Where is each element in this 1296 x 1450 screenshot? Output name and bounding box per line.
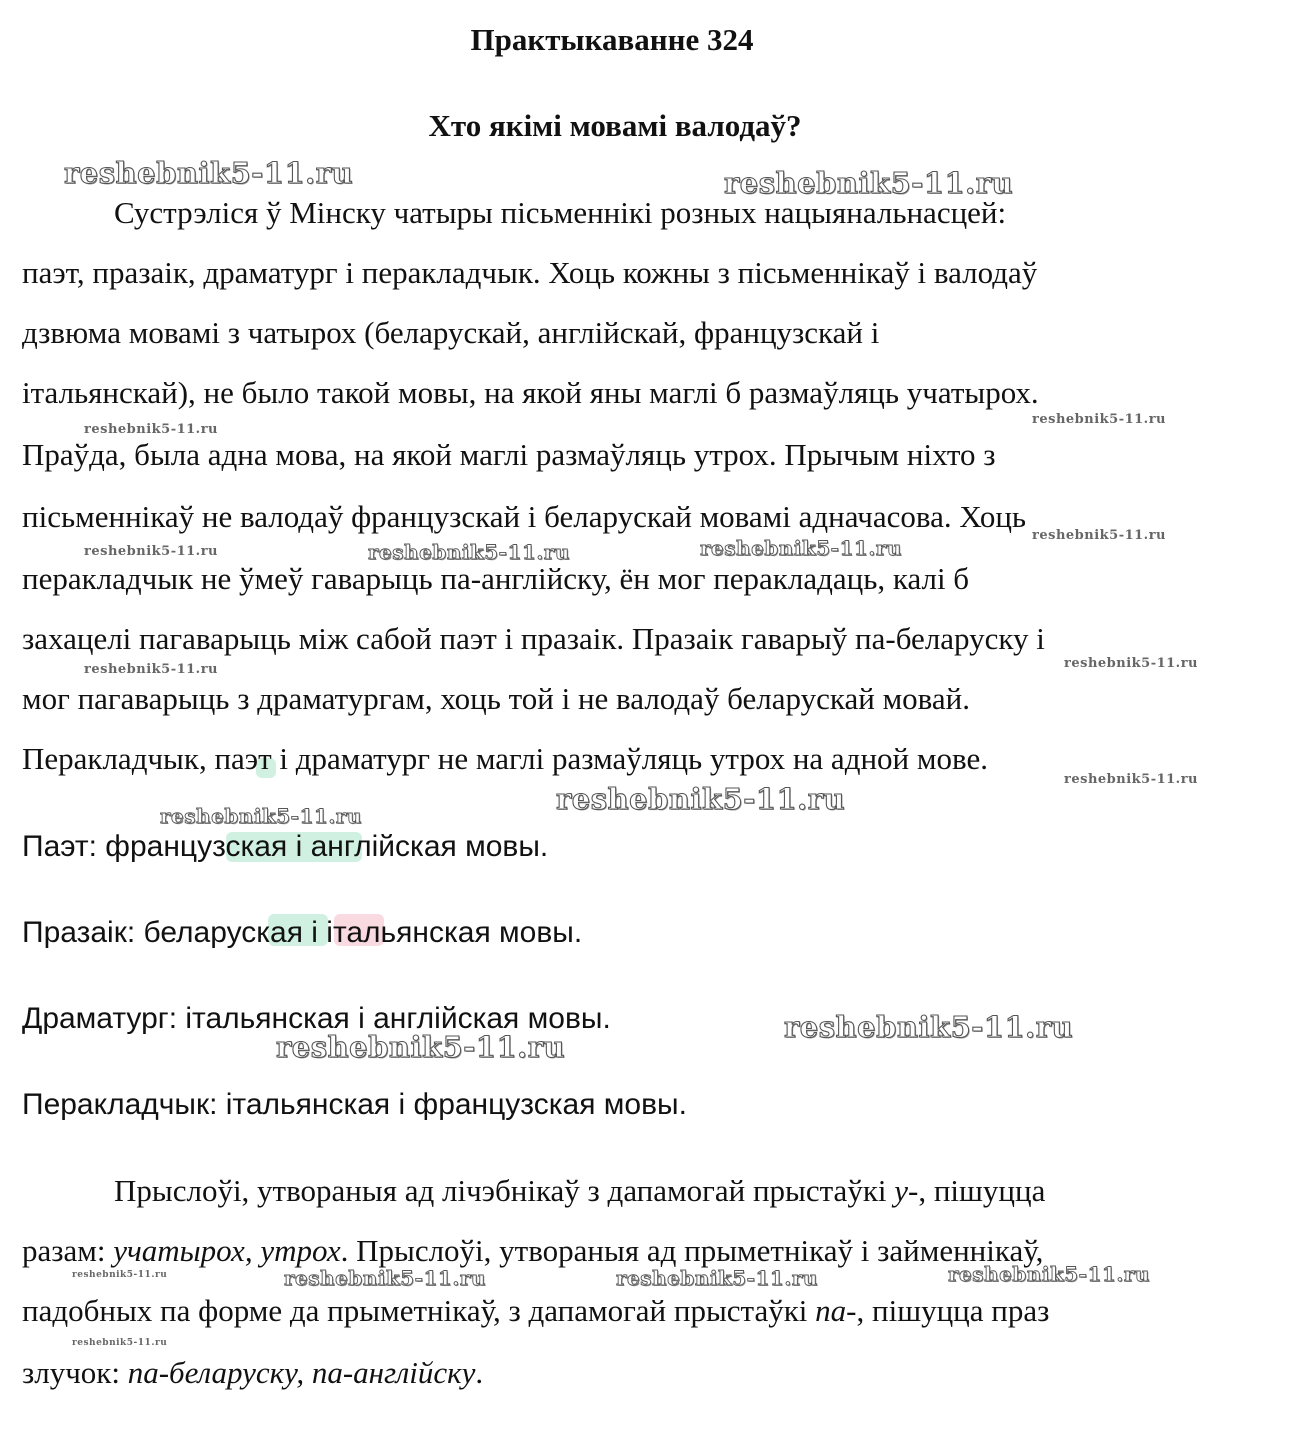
watermark: reshebnik5-11.ru: [72, 1270, 168, 1280]
problem-line: дзвюма мовамі з чатырох (беларускай, англійскай, французскай і: [22, 315, 880, 350]
watermark: reshebnik5-11.ru: [160, 804, 362, 828]
rule-line: [22, 1355, 484, 1390]
problem-line: італьянскай), не было такой мовы, на якой яны маглі б размаўляць учатырох.: [22, 375, 1039, 410]
watermark: reshebnik5-11.ru: [284, 1266, 486, 1290]
rule-text: , пішуцца: [918, 1173, 1046, 1208]
problem-line: мог пагаварыць з драматургам, хоць той і не валодаў беларускай мовай.: [22, 681, 971, 716]
watermark: reshebnik5-11.ru: [368, 540, 570, 564]
problem-line: Праўда, была адна мова, на якой маглі размаўляць утрох. Прычым ніхто з: [22, 437, 996, 472]
problem-line: захацелі пагаварыць між сабой паэт і празаік. Празаік гаварыў па-беларуску і: [22, 621, 1045, 656]
answer-poet: Паэт: французская і англійская мовы.: [22, 830, 549, 863]
watermark: reshebnik5-11.ru: [784, 1010, 1074, 1044]
rule-text: разам:: [22, 1233, 114, 1268]
problem-line: перакладчык не ўмеў гаварыць па-англійску, ён мог перакладаць, калі б: [22, 561, 970, 596]
watermark: reshebnik5-11.ru: [276, 1030, 566, 1064]
answer-playwright: Драматург: італьянская і англійская мовы.: [22, 1002, 611, 1035]
watermark: reshebnik5-11.ru: [64, 156, 354, 190]
watermark: reshebnik5-11.ru: [1032, 412, 1167, 427]
watermark: reshebnik5-11.ru: [84, 544, 219, 559]
watermark: reshebnik5-11.ru: [1064, 772, 1199, 787]
watermark: reshebnik5-11.ru: [84, 422, 219, 437]
rule-text: Прыслоўі, утвораныя ад лічэбнікаў з дапамогай прыстаўкі: [114, 1173, 895, 1208]
rule-line: [22, 1233, 1044, 1268]
watermark: reshebnik5-11.ru: [1032, 528, 1167, 543]
rule-text: .: [475, 1355, 484, 1390]
rule-examples: па-беларуску, па-англійску: [127, 1355, 476, 1390]
watermark: reshebnik5-11.ru: [72, 1338, 168, 1348]
watermark: reshebnik5-11.ru: [556, 782, 846, 816]
watermark: reshebnik5-11.ru: [84, 662, 219, 677]
rule-text: . Прыслоўі, утвораныя ад прыметнікаў і займеннікаў,: [340, 1233, 1044, 1268]
watermark: reshebnik5-11.ru: [724, 166, 1014, 200]
rule-text: падобных па форме да прыметнікаў, з дапамогай прыстаўкі: [22, 1293, 816, 1328]
answer-prose-writer: Празаік: беларуская і італьянская мовы.: [22, 916, 583, 949]
watermark: reshebnik5-11.ru: [948, 1262, 1150, 1286]
answer-translator: Перакладчык: італьянская і французская мовы.: [22, 1088, 687, 1121]
rule-examples: учатырох, утрох: [113, 1233, 341, 1268]
problem-line: паэт, празаік, драматург і перакладчык. Хоць кожны з пісьменнікаў і валодаў: [22, 255, 1038, 290]
rule-prefix: па-: [815, 1293, 857, 1328]
watermark: reshebnik5-11.ru: [700, 536, 902, 560]
watermark: reshebnik5-11.ru: [1064, 656, 1199, 671]
rule-line: [114, 1173, 1046, 1208]
watermark: reshebnik5-11.ru: [616, 1266, 818, 1290]
exercise-subtitle: Хто якімі мовамі валодаў?: [428, 108, 802, 143]
page-title: Практыкаванне 324: [470, 22, 754, 57]
rule-line: [22, 1293, 1050, 1328]
problem-line: Сустрэліся ў Мінску чатыры пісьменнікі розных нацыянальнасцей:: [114, 195, 1007, 230]
rule-text: , пішуцца праз: [856, 1293, 1050, 1328]
problem-line: Перакладчык, паэт і драматург не маглі размаўляць утрох на адной мове.: [22, 741, 988, 776]
rule-prefix: у-: [894, 1173, 919, 1208]
rule-text: злучок:: [22, 1355, 128, 1390]
problem-line: пісьменнікаў не валодаў французскай і беларускай мовамі адначасова. Хоць: [22, 499, 1027, 534]
